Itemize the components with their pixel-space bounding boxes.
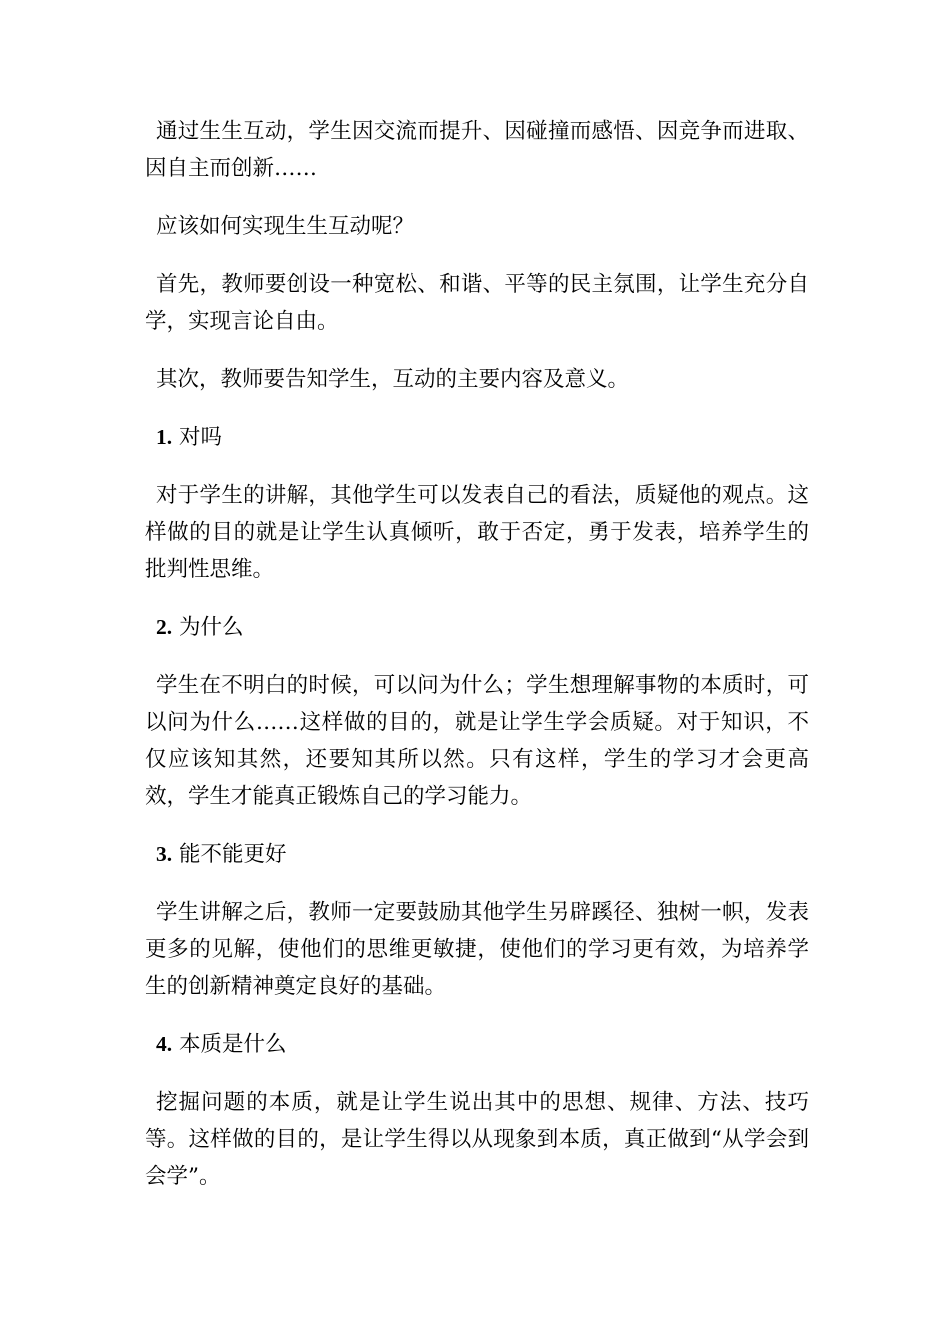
- section-heading-2: [145, 609, 809, 646]
- section-title: 本质是什么: [178, 1032, 287, 1057]
- section-title: 对吗: [178, 425, 222, 450]
- paragraph-second: 其次，教师要告知学生，互动的主要内容及意义。: [156, 367, 630, 392]
- section-heading-4: [145, 1026, 809, 1063]
- section-number: 1.: [156, 425, 173, 449]
- section-title: 为什么: [178, 615, 244, 640]
- section-title: 能不能更好: [178, 842, 287, 867]
- paragraph-intro: 通过生生互动，学生因交流而提升、因碰撞而感悟、因竞争而进取、因自主而创新……: [145, 119, 809, 181]
- section-heading-1: [145, 419, 809, 456]
- section-number: 2.: [156, 615, 173, 639]
- section-heading-3: [145, 836, 809, 873]
- paragraph-section-4: 挖掘问题的本质，就是让学生说出其中的思想、规律、方法、技巧等。这样做的目的，是让学生得以从现象到本质，真正做到“从学会到会学”。: [145, 1090, 809, 1189]
- paragraph-section-2: 学生在不明白的时候，可以问为什么；学生想理解事物的本质时，可以问为什么……这样做的目的，就是让学生学会质疑。对于知识，不仅应该知其然，还要知其所以然。只有这样，学生的学习才会更高效，学生才能真正锻炼自己的学习能力。: [145, 673, 809, 809]
- section-number: 3.: [156, 842, 173, 866]
- section-number: 4.: [156, 1032, 173, 1056]
- paragraph-question: 应该如何实现生生互动呢？: [156, 214, 415, 239]
- document-body: [145, 113, 809, 1216]
- paragraph-section-1: 对于学生的讲解，其他学生可以发表自己的看法，质疑他的观点。这样做的目的就是让学生认真倾听，敢于否定，勇于发表，培养学生的批判性思维。: [145, 483, 809, 582]
- paragraph-first: 首先，教师要创设一种宽松、和谐、平等的民主氛围，让学生充分自学，实现言论自由。: [145, 272, 809, 334]
- paragraph-section-3: 学生讲解之后，教师一定要鼓励其他学生另辟蹊径、独树一帜，发表更多的见解，使他们的思维更敏捷，使他们的学习更有效，为培养学生的创新精神奠定良好的基础。: [145, 900, 809, 999]
